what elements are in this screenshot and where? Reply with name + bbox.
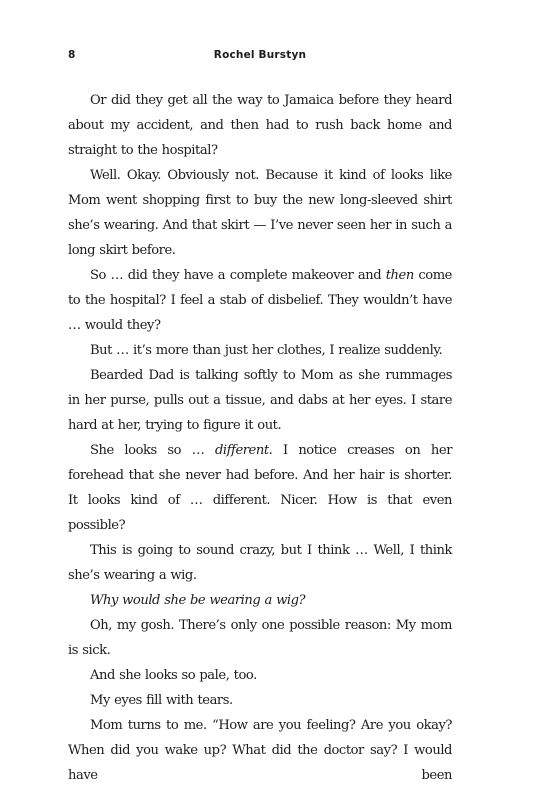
page-number: 8 [68, 49, 76, 61]
paragraph: But … it’s more than just her clothes, I realize suddenly. [90, 343, 443, 358]
paragraph: Mom turns to me. “How are you feeling? Are you okay? When did you wake up? What did the doctor say? I would have been [68, 718, 452, 783]
paragraph: My eyes fill with tears. [90, 693, 233, 708]
paragraph [68, 438, 452, 538]
paragraph-text: . I notice creases on her forehead that she never had before. And her hair is shorter. It looks kind of … different. Nicer. How is that even possible? [68, 443, 453, 533]
paragraph-text: She looks so [90, 443, 192, 458]
author-name: Rochel Burstyn [213, 49, 307, 61]
running-head [68, 49, 452, 67]
emphasized-word: then [385, 268, 414, 283]
paragraph: Bearded Dad is talking softly to Mom as she rummages in her purse, pulls out a tissue, and dabs at her eyes. I stare hard at her, trying to figure it out. [68, 368, 452, 433]
paragraph: Or did they get all the way to Jamaica before they heard about my accident, and then had to rush back home and straight to the hospital? [68, 93, 452, 158]
paragraph: And she looks so pale, too. [90, 668, 257, 683]
paragraph: Well. Okay. Obviously not. Because it kind of looks like Mom went shopping first to buy the new long-sleeved shirt she’s wearing. And that skirt — I’ve never seen her in such a long skirt before. [68, 168, 452, 258]
paragraph: Oh, my gosh. There’s only one possible reason: My mom is sick. [68, 618, 452, 658]
paragraph [68, 263, 452, 338]
body-text [68, 88, 452, 788]
italic-thought: Why would she be wearing a wig? [90, 593, 306, 608]
emphasized-word: … different [191, 443, 269, 458]
paragraph-text: come to the hospital? I feel a stab of disbelief. They wouldn’t have … would they? [68, 268, 452, 333]
paragraph: This is going to sound crazy, but I think … Well, I think she’s wearing a wig. [68, 543, 452, 583]
paragraph-text: So … did they have a complete makeover and [90, 268, 386, 283]
